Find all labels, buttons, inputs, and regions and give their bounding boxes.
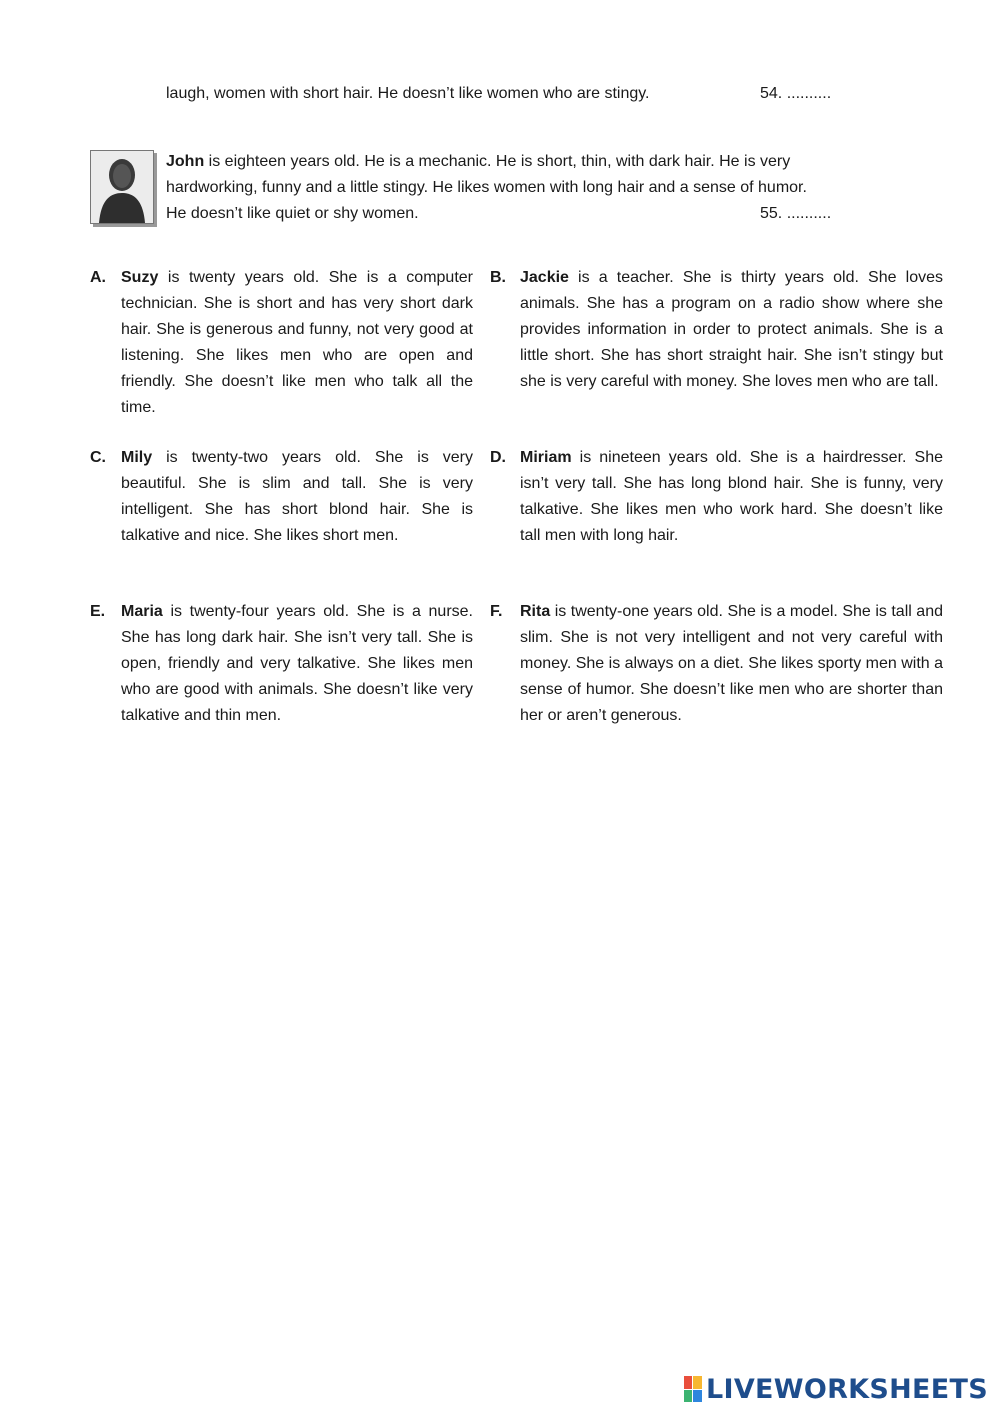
profile-e-name: Maria <box>121 603 163 620</box>
brand-square-2 <box>693 1376 702 1389</box>
liveworksheets-logo <box>684 1372 988 1406</box>
person-silhouette-icon <box>91 151 153 223</box>
john-line-1-text: is eighteen years old. He is a mechanic. He is short, thin, with dark hair. He is very <box>204 153 791 170</box>
john-description <box>166 149 807 227</box>
profile-e-description: is twenty-four years old. She is a nurse. She has long dark hair. She isn’t very tall. She is open, friendly and very talkative. She likes men who are good with animals. She doesn’t like very talkative and thin men. <box>121 603 473 724</box>
profile-b-description: is a teacher. She is thirty years old. She loves animals. She has a program on a radio show where she provides information in order to protect animals. She is a little short. She has short straight hair. She isn’t stingy but she is very careful with money. She loves men who are tall. <box>520 269 943 390</box>
profile-f-name: Rita <box>520 603 551 620</box>
profile-a-description: is twenty years old. She is a computer technician. She is short and has very short dark hair. She is generous and funny, not very good at listening. She likes men who are open and friendly. She doesn’t like men who talk all the time. <box>121 269 473 416</box>
answer-blank-55[interactable]: 55. .......... <box>760 205 832 222</box>
profile-b-text <box>520 265 943 395</box>
brand-square-4 <box>693 1390 702 1403</box>
profile-f-text <box>520 599 943 729</box>
john-line-2: hardworking, funny and a little stingy. He likes women with long hair and a sense of humor. <box>166 179 807 196</box>
profile-d-text <box>520 445 943 549</box>
profile-a-text <box>121 265 473 421</box>
john-portrait <box>90 150 154 224</box>
profile-e-letter: E. <box>90 603 106 620</box>
john-line-1 <box>166 149 807 175</box>
profile-d-letter: D. <box>490 449 506 466</box>
profile-c-letter: C. <box>90 449 106 466</box>
profile-a-letter: A. <box>90 269 106 286</box>
profile-e-text <box>121 599 473 729</box>
profile-d-name: Miriam <box>520 449 572 466</box>
answer-blank-54[interactable]: 54. .......... <box>760 85 832 102</box>
brand-text: LIVEWORKSHEETS <box>705 1373 988 1405</box>
profile-d-description: is nineteen years old. She is a hairdresser. She isn’t very tall. She has long blond hair. She is funny, very talkative. She likes men who work hard. She doesn’t like tall men with long hair. <box>520 449 943 544</box>
profile-f-letter: F. <box>490 603 503 620</box>
john-name: John <box>166 153 205 170</box>
brand-square-1 <box>684 1376 693 1389</box>
profile-a-name: Suzy <box>121 269 159 286</box>
john-line-3: He doesn’t like quiet or shy women. <box>166 205 419 222</box>
profile-f-description: is twenty-one years old. She is a model. She is tall and slim. She is not very intelligent and not very careful with money. She is always on a diet. She likes sporty men with a sense of humor. She doesn’t like men who are shorter than her or aren’t generous. <box>520 603 944 724</box>
profile-c-description: is twenty-two years old. She is very beautiful. She is slim and tall. She is very intelligent. She has short blond hair. She is talkative and nice. She likes short men. <box>121 449 473 544</box>
brand-square-3 <box>684 1390 693 1403</box>
profile-b-letter: B. <box>490 269 506 286</box>
profile-b-name: Jackie <box>520 269 569 286</box>
brand-mark-icon <box>684 1376 702 1402</box>
top-line-text: laugh, women with short hair. He doesn’t like women who are stingy. <box>166 85 650 102</box>
profile-c-text <box>121 445 473 549</box>
profile-c-name: Mily <box>121 449 153 466</box>
